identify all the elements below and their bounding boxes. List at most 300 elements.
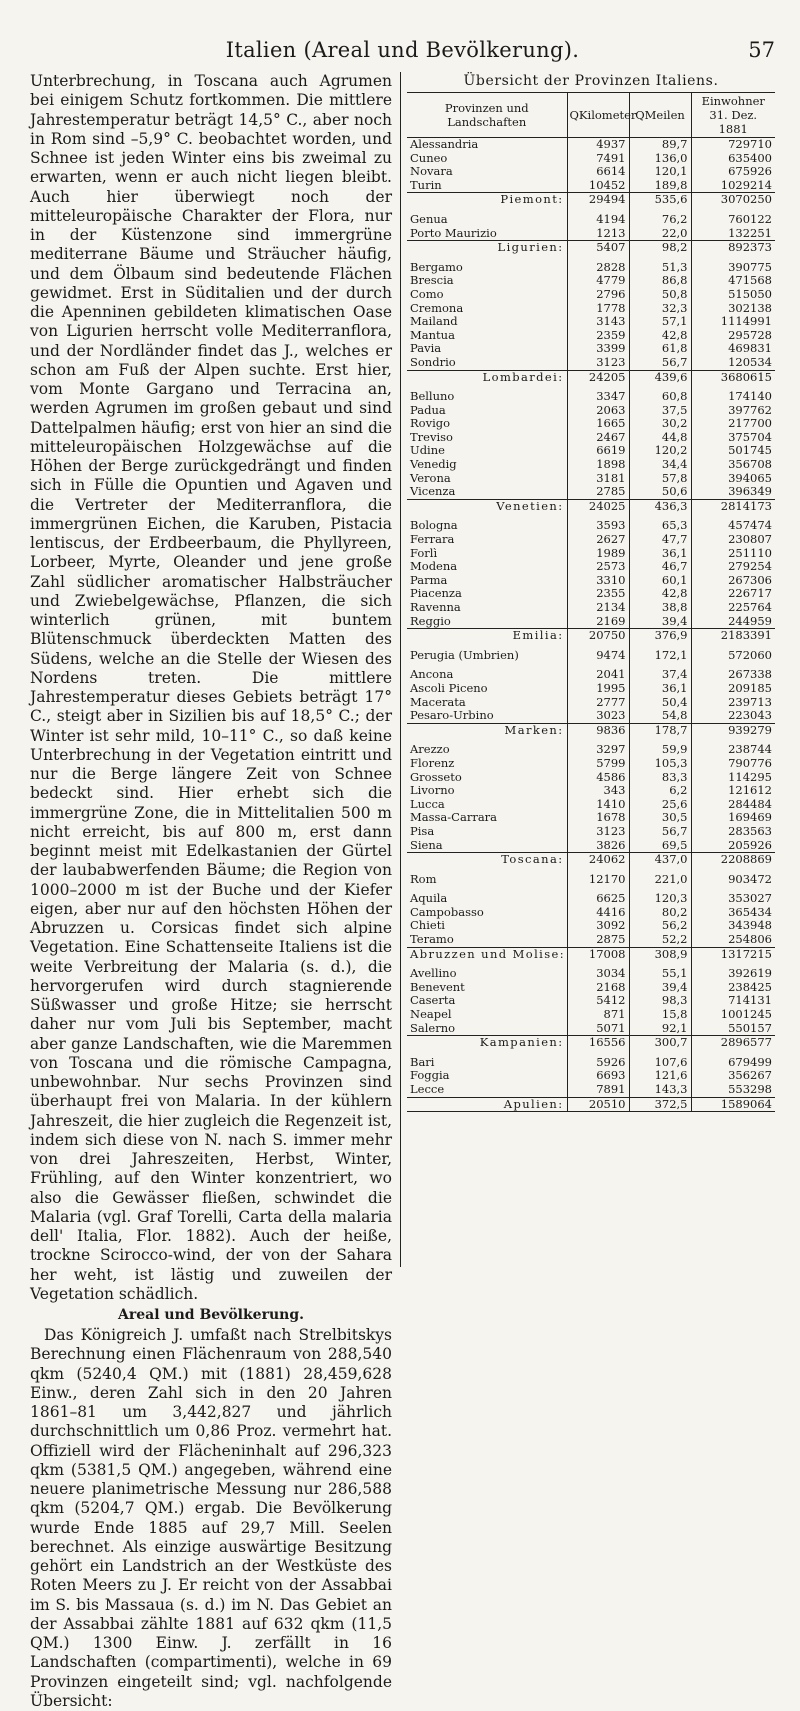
population: 390775 [691, 261, 775, 275]
population: 230807 [691, 533, 775, 547]
area-qm: 36,1 [629, 547, 691, 561]
province-name: Avellino [410, 966, 457, 981]
province-name: Neapel [410, 1007, 452, 1022]
area-qkm: 7491 [567, 152, 629, 166]
population: 892373 [691, 241, 775, 255]
population: 1029214 [691, 179, 775, 193]
table-row [407, 892, 775, 906]
area-qm: 189,8 [629, 179, 691, 193]
area-qkm: 3399 [567, 342, 629, 356]
table-row [407, 179, 775, 193]
area-qm: 57,8 [629, 472, 691, 486]
province-name: Piemont: [407, 193, 567, 207]
population: 120534 [691, 356, 775, 370]
area-qm: 107,6 [629, 1056, 691, 1070]
province-name: Macerata [410, 694, 466, 709]
area-qkm: 5926 [567, 1056, 629, 1070]
province-name: Reggio [410, 613, 451, 628]
table-row [407, 811, 775, 825]
area-qm: 57,1 [629, 315, 691, 329]
area-qkm: 3297 [567, 743, 629, 757]
table-row [407, 981, 775, 995]
area-qkm: 2168 [567, 981, 629, 995]
area-qm: 120,1 [629, 165, 691, 179]
table-row [407, 668, 775, 682]
table-row [407, 1008, 775, 1022]
population: 267306 [691, 574, 775, 588]
population: 254806 [691, 933, 775, 947]
area-qkm: 6625 [567, 892, 629, 906]
population: 223043 [691, 709, 775, 723]
table-row [407, 302, 775, 316]
column-divider [400, 72, 401, 1267]
population: 1317215 [691, 947, 775, 961]
table-row [407, 485, 775, 499]
table-total-row [407, 723, 775, 737]
header-population: Einwohner 31. Dez. 1881 [691, 93, 775, 138]
area-qm: 44,8 [629, 431, 691, 445]
province-name: Rovigo [410, 416, 451, 431]
area-qkm: 24062 [567, 853, 629, 867]
table-row [407, 574, 775, 588]
table-row [407, 709, 775, 723]
area-qm: 120,2 [629, 444, 691, 458]
population: 572060 [691, 649, 775, 663]
area-qm: 30,2 [629, 417, 691, 431]
population: 343948 [691, 919, 775, 933]
area-qm: 22,0 [629, 227, 691, 241]
population: 267338 [691, 668, 775, 682]
area-qm: 42,8 [629, 587, 691, 601]
population: 375704 [691, 431, 775, 445]
table-row [407, 825, 775, 839]
area-qm: 42,8 [629, 329, 691, 343]
table-row [407, 933, 775, 947]
area-qm: 56,2 [629, 919, 691, 933]
province-name: Cremona [410, 300, 464, 315]
table-row [407, 315, 775, 329]
climate-paragraph: Unterbrechung, in Toscana auch Agrumen bei einigem Schutz fortkommen. Die mittlere Jahrestemperatur beträgt 14,5° C., aber noch in Rom sind –5,9° C. beobachtet worden, und Schnee ist jeden Winter eins bis zweimal zu erwarten, wenn er auch nicht liegen bleibt. Auch hier überwiegt noch der mitteleuropäische Charakter der Flora, nur in der Küstenzone sind immergrüne mediterrane Bäume und Sträucher häufig, und dem Ölbaum sind bedeutende Flächen gewidmet. Erst in Süditalien und der durch die Apenninen gebildeten klimatischen Oase von Ligurien herrscht volle Mediterranflora, und der Nordländer findet das J., welches er schon am Fuß der Alpen suchte. Erst hier, vom Monte Gargano und Terracina an, werden Agrumen im großen gebaut und sind Dattelpalmen häufig; erst von hier an sind die mitteleuropäischen Holzgewächse auf die Höhen der Berge zurückgedrängt und finden sich in Fülle die Opuntien und Agaven und die Vertreter der Mediterranflora, die immergrünen Eichen, die Karuben, Pistacia lentiscus, der Erdbeerbaum, die Phyllyreen, Lorbeer, Myrte, Oleander und jene große Zahl südlicher aromatischer Halbsträucher und Zwiebelgewächse, Pflanzen, die sich winterlich grünen, mit buntem Blütenschmuck überdeckten Matten des Südens, welche an die Stelle der Wiesen des Nordens treten. Die mittlere Jahrestemperatur dieses Gebiets beträgt 17° C., steigt aber in Sizilien bis auf 18,5° C.; der Winter ist sehr mild, 10–11° C., so daß keine Unterbrechung in der Vegetation eintritt und nur die Berge längere Zeit von Schnee bedeckt sind. Hier erhebt sich die immergrüne Zone, die in Mittelitalien 500 m nicht erreicht, bis auf 800 m, erst dann beginnt meist mit Edelkastanien der Gürtel der laubabwerfenden Bäume; die Region von 1000–2000 m ist der Buche und der Kiefer eigen, aber nur auf den höchsten Höhen der Abruzzen u. Corsicas findet sich alpine Vegetation. Eine Schattenseite Italiens ist die weite Verbreitung der Malaria (s. d.), die hervorgerufen wird durch stagnierende Süßwasser und große Hitze; sie herrscht daher nur vom Juli bis September, macht aber ganze Landschaften, wie die Maremmen von Toscana und die römische Campagna, unbewohnbar. Nur sechs Provinzen sind überhaupt frei von Malaria. In der kühlern Jahreszeit, die hier zugleich die Regenzeit ist, indem sich diese von N. nach S. immer mehr von drei Jahreszeiten, Herbst, Winter, Frühling, auf den Winter konzentriert, wo also die Gewässer fließen, schwindet die Malaria (vgl. Graf Torelli, Carta della malaria dell' Italia, Flor. 1882). Auch der heiße, trockne Scirocco-wind, der von der Sahara her weht, ist lästig und zuweilen der Vegetation schädlich. [30, 72, 392, 1303]
area-qkm: 6693 [567, 1069, 629, 1083]
province-name: Pavia [410, 341, 442, 356]
area-qm: 69,5 [629, 839, 691, 853]
province-name: Belluno [410, 389, 455, 404]
province-name: Bologna [410, 518, 458, 533]
table-row [407, 431, 775, 445]
table-total-row [407, 370, 775, 384]
area-qm: 59,9 [629, 743, 691, 757]
area-qkm: 3034 [567, 967, 629, 981]
population: 284484 [691, 798, 775, 812]
table-row [407, 587, 775, 601]
province-name: Porto Maurizio [410, 225, 497, 240]
table-row [407, 757, 775, 771]
population: 174140 [691, 390, 775, 404]
population: 790776 [691, 757, 775, 771]
population: 121612 [691, 784, 775, 798]
area-qm: 65,3 [629, 519, 691, 533]
population: 394065 [691, 472, 775, 486]
area-qm: 6,2 [629, 784, 691, 798]
population: 1001245 [691, 1008, 775, 1022]
population: 501745 [691, 444, 775, 458]
area-qm: 376,9 [629, 629, 691, 643]
area-qkm: 3123 [567, 825, 629, 839]
area-qm: 98,3 [629, 994, 691, 1008]
area-qkm: 3826 [567, 839, 629, 853]
table-row [407, 560, 775, 574]
left-text-column [30, 72, 392, 1710]
area-qm: 300,7 [629, 1036, 691, 1050]
area-qkm: 2785 [567, 485, 629, 499]
province-name: Arezzo [410, 742, 450, 757]
table-row [407, 227, 775, 241]
population: 225764 [691, 601, 775, 615]
area-qkm: 2467 [567, 431, 629, 445]
area-qm: 535,6 [629, 193, 691, 207]
area-qkm: 3310 [567, 574, 629, 588]
area-qm: 50,8 [629, 288, 691, 302]
population: 302138 [691, 302, 775, 316]
area-qm: 372,5 [629, 1097, 691, 1112]
area-qkm: 2828 [567, 261, 629, 275]
area-qm: 54,8 [629, 709, 691, 723]
province-name: Ancona [410, 667, 454, 682]
area-qm: 52,2 [629, 933, 691, 947]
area-qm: 83,3 [629, 771, 691, 785]
province-name: Livorno [410, 783, 455, 798]
province-name: Mantua [410, 327, 455, 342]
area-qkm: 1213 [567, 227, 629, 241]
area-qkm: 2796 [567, 288, 629, 302]
provinces-table [407, 92, 775, 1112]
province-name: Foggia [410, 1068, 450, 1083]
area-qm: 178,7 [629, 723, 691, 737]
population: 251110 [691, 547, 775, 561]
population: 515050 [691, 288, 775, 302]
table-row [407, 743, 775, 757]
population: 2814173 [691, 499, 775, 513]
table-row [407, 213, 775, 227]
area-qm: 39,4 [629, 981, 691, 995]
province-name: Lucca [410, 796, 445, 811]
area-qm: 436,3 [629, 499, 691, 513]
table-row [407, 784, 775, 798]
population: 132251 [691, 227, 775, 241]
table-row [407, 261, 775, 275]
table-row [407, 417, 775, 431]
area-qm: 80,2 [629, 906, 691, 920]
table-total-row [407, 1097, 775, 1112]
area-qkm: 3092 [567, 919, 629, 933]
table-row [407, 288, 775, 302]
area-qkm: 10452 [567, 179, 629, 193]
province-name: Caserta [410, 993, 456, 1008]
table-row [407, 906, 775, 920]
province-name: Ligurien: [407, 241, 567, 255]
right-table-column [407, 72, 775, 1267]
area-qm: 55,1 [629, 967, 691, 981]
area-qm: 56,7 [629, 825, 691, 839]
area-qkm: 24025 [567, 499, 629, 513]
area-qm: 120,3 [629, 892, 691, 906]
population: 244959 [691, 615, 775, 629]
area-qm: 46,7 [629, 560, 691, 574]
population: 169469 [691, 811, 775, 825]
population: 205926 [691, 839, 775, 853]
table-row [407, 696, 775, 710]
area-qm: 36,1 [629, 682, 691, 696]
population: 238425 [691, 981, 775, 995]
population: 471568 [691, 274, 775, 288]
area-qkm: 2875 [567, 933, 629, 947]
population: 729710 [691, 138, 775, 152]
table-row [407, 165, 775, 179]
population: 457474 [691, 519, 775, 533]
table-total-row [407, 629, 775, 643]
table-row [407, 472, 775, 486]
population: 714131 [691, 994, 775, 1008]
area-qkm: 2627 [567, 533, 629, 547]
province-name: Apulien: [407, 1097, 567, 1112]
population: 2183391 [691, 629, 775, 643]
area-qkm: 6619 [567, 444, 629, 458]
area-qkm: 5407 [567, 241, 629, 255]
population: 3680615 [691, 370, 775, 384]
province-name: Treviso [410, 429, 453, 444]
area-qm: 47,7 [629, 533, 691, 547]
area-qm: 37,5 [629, 404, 691, 418]
population: 1114991 [691, 315, 775, 329]
table-row [407, 967, 775, 981]
table-row [407, 138, 775, 152]
area-qm: 60,1 [629, 574, 691, 588]
area-population-paragraph: Das Königreich J. umfaßt nach Strelbitskys Berechnung einen Flächenraum von 288,540 qkm (5240,4 QM.) mit (1881) 28,459,628 Einw., deren Zahl sich in den 20 Jahren 1861–81 um 3,442,827 und jährlich durchschnittlich um 0,86 Proz. vermehrt hat. Offiziell wird der Flächeninhalt auf 296,323 qkm (5381,5 QM.) angegeben, während eine neuere planimetrische Messung nur 286,588 qkm (5204,7 QM.) ergab. Die Bevölkerung wurde Ende 1885 auf 29,7 Mill. Seelen berechnet. Als einzige auswärtige Besitzung gehört ein Landstrich an der Westküste des Roten Meers zu J. Er reicht von der Assabbai im S. bis Massaua (s. d.) im N. Das Gebiet an der Assabbai zählte 1881 auf 632 qkm (11,5 QM.) 1300 Einw. J. zerfällt in 16 Landschaften (compartimenti), welche in 69 Provinzen eingeteilt sind; vgl. nachfolgende Übersicht: [30, 1326, 392, 1710]
area-qkm: 3593 [567, 519, 629, 533]
population: 760122 [691, 213, 775, 227]
table-row [407, 771, 775, 785]
area-qkm: 4194 [567, 213, 629, 227]
area-qkm: 2169 [567, 615, 629, 629]
table-total-row [407, 853, 775, 867]
population: 903472 [691, 873, 775, 887]
table-row [407, 390, 775, 404]
table-row [407, 329, 775, 343]
area-qm: 51,3 [629, 261, 691, 275]
area-qm: 15,8 [629, 1008, 691, 1022]
page-number: 57 [748, 38, 775, 62]
area-qm: 60,8 [629, 390, 691, 404]
header-qm: QMeilen [629, 93, 691, 138]
table-total-row [407, 1036, 775, 1050]
area-qm: 50,6 [629, 485, 691, 499]
province-name: Ravenna [410, 600, 461, 614]
table-row [407, 873, 775, 887]
area-qm: 92,1 [629, 1022, 691, 1036]
province-name: Mailand [410, 314, 458, 329]
area-qm: 136,0 [629, 152, 691, 166]
province-name: Verona [410, 470, 451, 485]
area-qkm: 6614 [567, 165, 629, 179]
area-qkm: 17008 [567, 947, 629, 961]
area-qm: 308,9 [629, 947, 691, 961]
area-qkm: 871 [567, 1008, 629, 1022]
province-name: Abruzzen und Molise: [407, 947, 567, 961]
population: 553298 [691, 1083, 775, 1097]
area-qkm: 2355 [567, 587, 629, 601]
province-name: Chieti [410, 918, 445, 933]
table-row [407, 1069, 775, 1083]
population: 238744 [691, 743, 775, 757]
area-qm: 121,6 [629, 1069, 691, 1083]
province-name: Toscana: [407, 853, 567, 867]
province-name: Piacenza [410, 586, 462, 601]
area-qkm: 1898 [567, 458, 629, 472]
area-qm: 437,0 [629, 853, 691, 867]
area-qkm: 4937 [567, 138, 629, 152]
population: 675926 [691, 165, 775, 179]
province-name: Lombardei: [407, 370, 567, 384]
area-qkm: 20750 [567, 629, 629, 643]
area-qm: 76,2 [629, 213, 691, 227]
province-name: Forlì [410, 545, 438, 560]
area-qkm: 1678 [567, 811, 629, 825]
population: 396349 [691, 485, 775, 499]
area-qm: 86,8 [629, 274, 691, 288]
province-name: Parma [410, 572, 448, 587]
area-qkm: 1995 [567, 682, 629, 696]
province-name: Kampanien: [407, 1036, 567, 1050]
table-row [407, 682, 775, 696]
area-qkm: 3023 [567, 709, 629, 723]
population: 635400 [691, 152, 775, 166]
province-name: Rom [410, 871, 437, 886]
population: 3070250 [691, 193, 775, 207]
header-provinces: Provinzen und Landschaften [407, 93, 567, 138]
province-name: Turin [410, 177, 442, 192]
area-qkm: 24205 [567, 370, 629, 384]
population: 356708 [691, 458, 775, 472]
area-qm: 143,3 [629, 1083, 691, 1097]
running-title: Italien (Areal und Bevölkerung). [225, 38, 580, 62]
table-row [407, 342, 775, 356]
area-qkm: 12170 [567, 873, 629, 887]
province-name: Pisa [410, 823, 435, 838]
province-name: Salerno [410, 1020, 456, 1035]
area-qm: 34,4 [629, 458, 691, 472]
area-qkm: 343 [567, 784, 629, 798]
area-qkm: 2573 [567, 560, 629, 574]
population: 356267 [691, 1069, 775, 1083]
province-name: Massa-Carrara [410, 810, 498, 825]
area-qkm: 9474 [567, 649, 629, 663]
area-qkm: 3143 [567, 315, 629, 329]
province-name: Perugia (Umbrien) [410, 647, 519, 662]
province-name: Grosseto [410, 769, 462, 784]
table-row [407, 274, 775, 288]
area-qkm: 2063 [567, 404, 629, 418]
area-qkm: 16556 [567, 1036, 629, 1050]
table-row [407, 919, 775, 933]
table-row [407, 444, 775, 458]
province-name: Vicenza [410, 484, 456, 499]
area-qkm: 2777 [567, 696, 629, 710]
area-qkm: 1989 [567, 547, 629, 561]
area-qm: 32,3 [629, 302, 691, 316]
area-qkm: 29494 [567, 193, 629, 207]
table-row [407, 533, 775, 547]
province-name: Campobasso [410, 904, 484, 919]
area-qm: 439,6 [629, 370, 691, 384]
table-body [407, 138, 775, 1112]
area-qm: 89,7 [629, 138, 691, 152]
table-total-row [407, 193, 775, 207]
province-name: Ferrara [410, 532, 455, 547]
province-name: Brescia [410, 273, 454, 288]
table-title: Übersicht der Provinzen Italiens. [463, 73, 719, 89]
population: 114295 [691, 771, 775, 785]
area-qm: 39,4 [629, 615, 691, 629]
province-name: Como [410, 286, 444, 301]
population: 469831 [691, 342, 775, 356]
area-qkm: 4779 [567, 274, 629, 288]
table-total-row [407, 947, 775, 961]
area-qkm: 1778 [567, 302, 629, 316]
population: 217700 [691, 417, 775, 431]
area-qkm: 1665 [567, 417, 629, 431]
province-name: Udine [410, 443, 445, 458]
population: 392619 [691, 967, 775, 981]
area-qm: 105,3 [629, 757, 691, 771]
population: 295728 [691, 329, 775, 343]
area-qkm: 5799 [567, 757, 629, 771]
table-row [407, 458, 775, 472]
table-row [407, 152, 775, 166]
province-name: Cuneo [410, 150, 448, 165]
table-row [407, 615, 775, 629]
area-qkm: 3123 [567, 356, 629, 370]
population: 365434 [691, 906, 775, 920]
area-qm: 25,6 [629, 798, 691, 812]
province-name: Pesaro-Urbino [410, 708, 494, 723]
population: 239713 [691, 696, 775, 710]
population: 397762 [691, 404, 775, 418]
province-name: Alessandria [410, 137, 479, 151]
table-row [407, 601, 775, 615]
table-row [407, 404, 775, 418]
area-qkm: 7891 [567, 1083, 629, 1097]
population: 2208869 [691, 853, 775, 867]
table-row [407, 1083, 775, 1097]
population: 279254 [691, 560, 775, 574]
table-row [407, 994, 775, 1008]
population: 283563 [691, 825, 775, 839]
area-qkm: 2041 [567, 668, 629, 682]
population: 1589064 [691, 1097, 775, 1112]
area-qkm: 9836 [567, 723, 629, 737]
province-name: Aquila [410, 891, 448, 906]
province-name: Venetien: [407, 499, 567, 513]
area-qkm: 2359 [567, 329, 629, 343]
population: 209185 [691, 682, 775, 696]
province-name: Teramo [410, 932, 454, 947]
area-qm: 98,2 [629, 241, 691, 255]
area-qm: 56,7 [629, 356, 691, 370]
area-qkm: 4586 [567, 771, 629, 785]
section-heading: Areal und Bevölkerung. [118, 1307, 304, 1323]
province-name: Padua [410, 402, 446, 417]
table-header-row [407, 93, 775, 138]
